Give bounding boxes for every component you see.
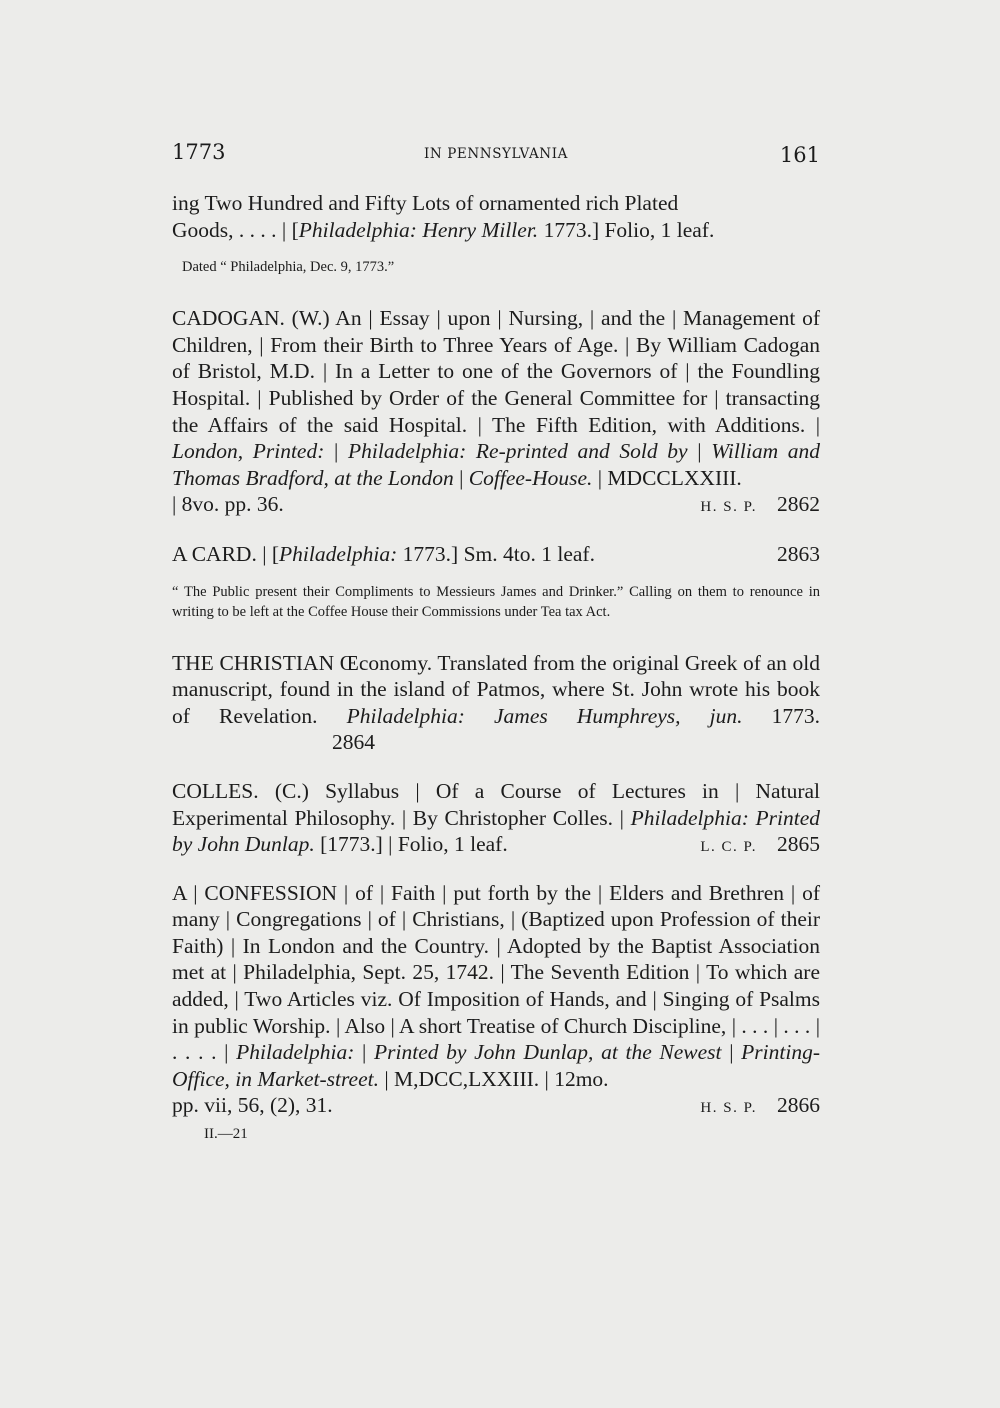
page-body [172,190,820,1143]
library-code: H. S. P. [700,1100,757,1117]
entry-2866-last-line: pp. vii, 56, (2), 31. H. S. P. 2866 [172,1093,820,1118]
entry-2863: A CARD. | [Philadelphia: 1773.] Sm. 4to. 1 leaf. 2863 [172,541,820,566]
entry-number: 2862 [777,492,820,517]
entry-2865: COLLES. (C.) Syllabus | Of a Course of Lectures in | Natural Experimental Philosophy. | By Christopher Colles. | Philadelphia: Printed by John Dunlap. [1773.] | Folio, 1 leaf. L. C. P. 2865 [172,778,821,857]
signature-mark: II.—21 [204,1126,248,1143]
library-code: L. C. P. [700,839,757,856]
entry-number: 2866 [777,1093,820,1118]
entry-note: Dated “ Philadelphia, Dec. 9, 1773.” [182,259,395,276]
entry-number: 2865 [777,832,820,857]
header-year: 1773 [172,140,226,164]
header-page-number: 161 [779,143,820,167]
entry-2864: THE CHRISTIAN Œconomy. Translated from the original Greek of an old manuscript, found in the island of Patmos, where St. John wrote his book of Revelation. Philadelphia: James Humphreys, jun. 1773.2864 [172,650,820,755]
entry-note: “ The Public present their Compliments to Messieurs James and Drinker.” Calling on them to renounce in writing to be left at the Coffee House their Commissions under Tea tax Act. [172,583,820,620]
running-header [172,140,820,174]
entry-2866: A | CONFESSION | of | Faith | put forth by the | Elders and Brethren | of many | Congregations | of | Christians, | (Baptized upon Profession of their Faith) | In London and the Country. | Adopted by the Baptist Association met at | Philadelphia, Sept. 25, 1742. | The Seventh Edition | To which are added, | Two Articles viz. Of Imposition of Hands, and | Singing of Psalms in public Worship. | Also | A short Treatise of Church Discipline, | . . . | . . . | . . . . | Philadelphia: | Printed by John Dunlap, at the Newest | Printing-Office, in Market-street. | M,DCC,LXXIII. | 12mo. [172,880,821,1091]
header-running-title: IN PENNSYLVANIA [424,146,568,162]
entry-number: 2863 [777,541,820,566]
entry-number: 2864 [332,730,375,755]
library-code: H. S. P. [700,499,757,516]
entry-2862: CADOGAN. (W.) An | Essay | upon | Nursing, | and the | Management of Children, | From their Birth to Three Years of Age. | By William Cadogan of Bristol, M.D. | In a Letter to one of the Governors of | the Foundling Hospital. | Published by Order of the General Committee for | transacting the Affairs of the said Hospital. | The Fifth Edition, with Additions. | London, Printed: | Philadelphia: Re-printed and Sold by | William and Thomas Bradford, at the London | Coffee-House. | MDCCLXXIII. [172,306,821,490]
entry-2862-last-line: | 8vo. pp. 36. H. S. P. 2862 [172,492,820,517]
entry-continued-text: ing Two Hundred and Fifty Lots of ornamented rich Plated Goods, . . . . | [Philadelphia: Henry Miller. 1773.] Folio, 1 leaf. [172,191,715,242]
